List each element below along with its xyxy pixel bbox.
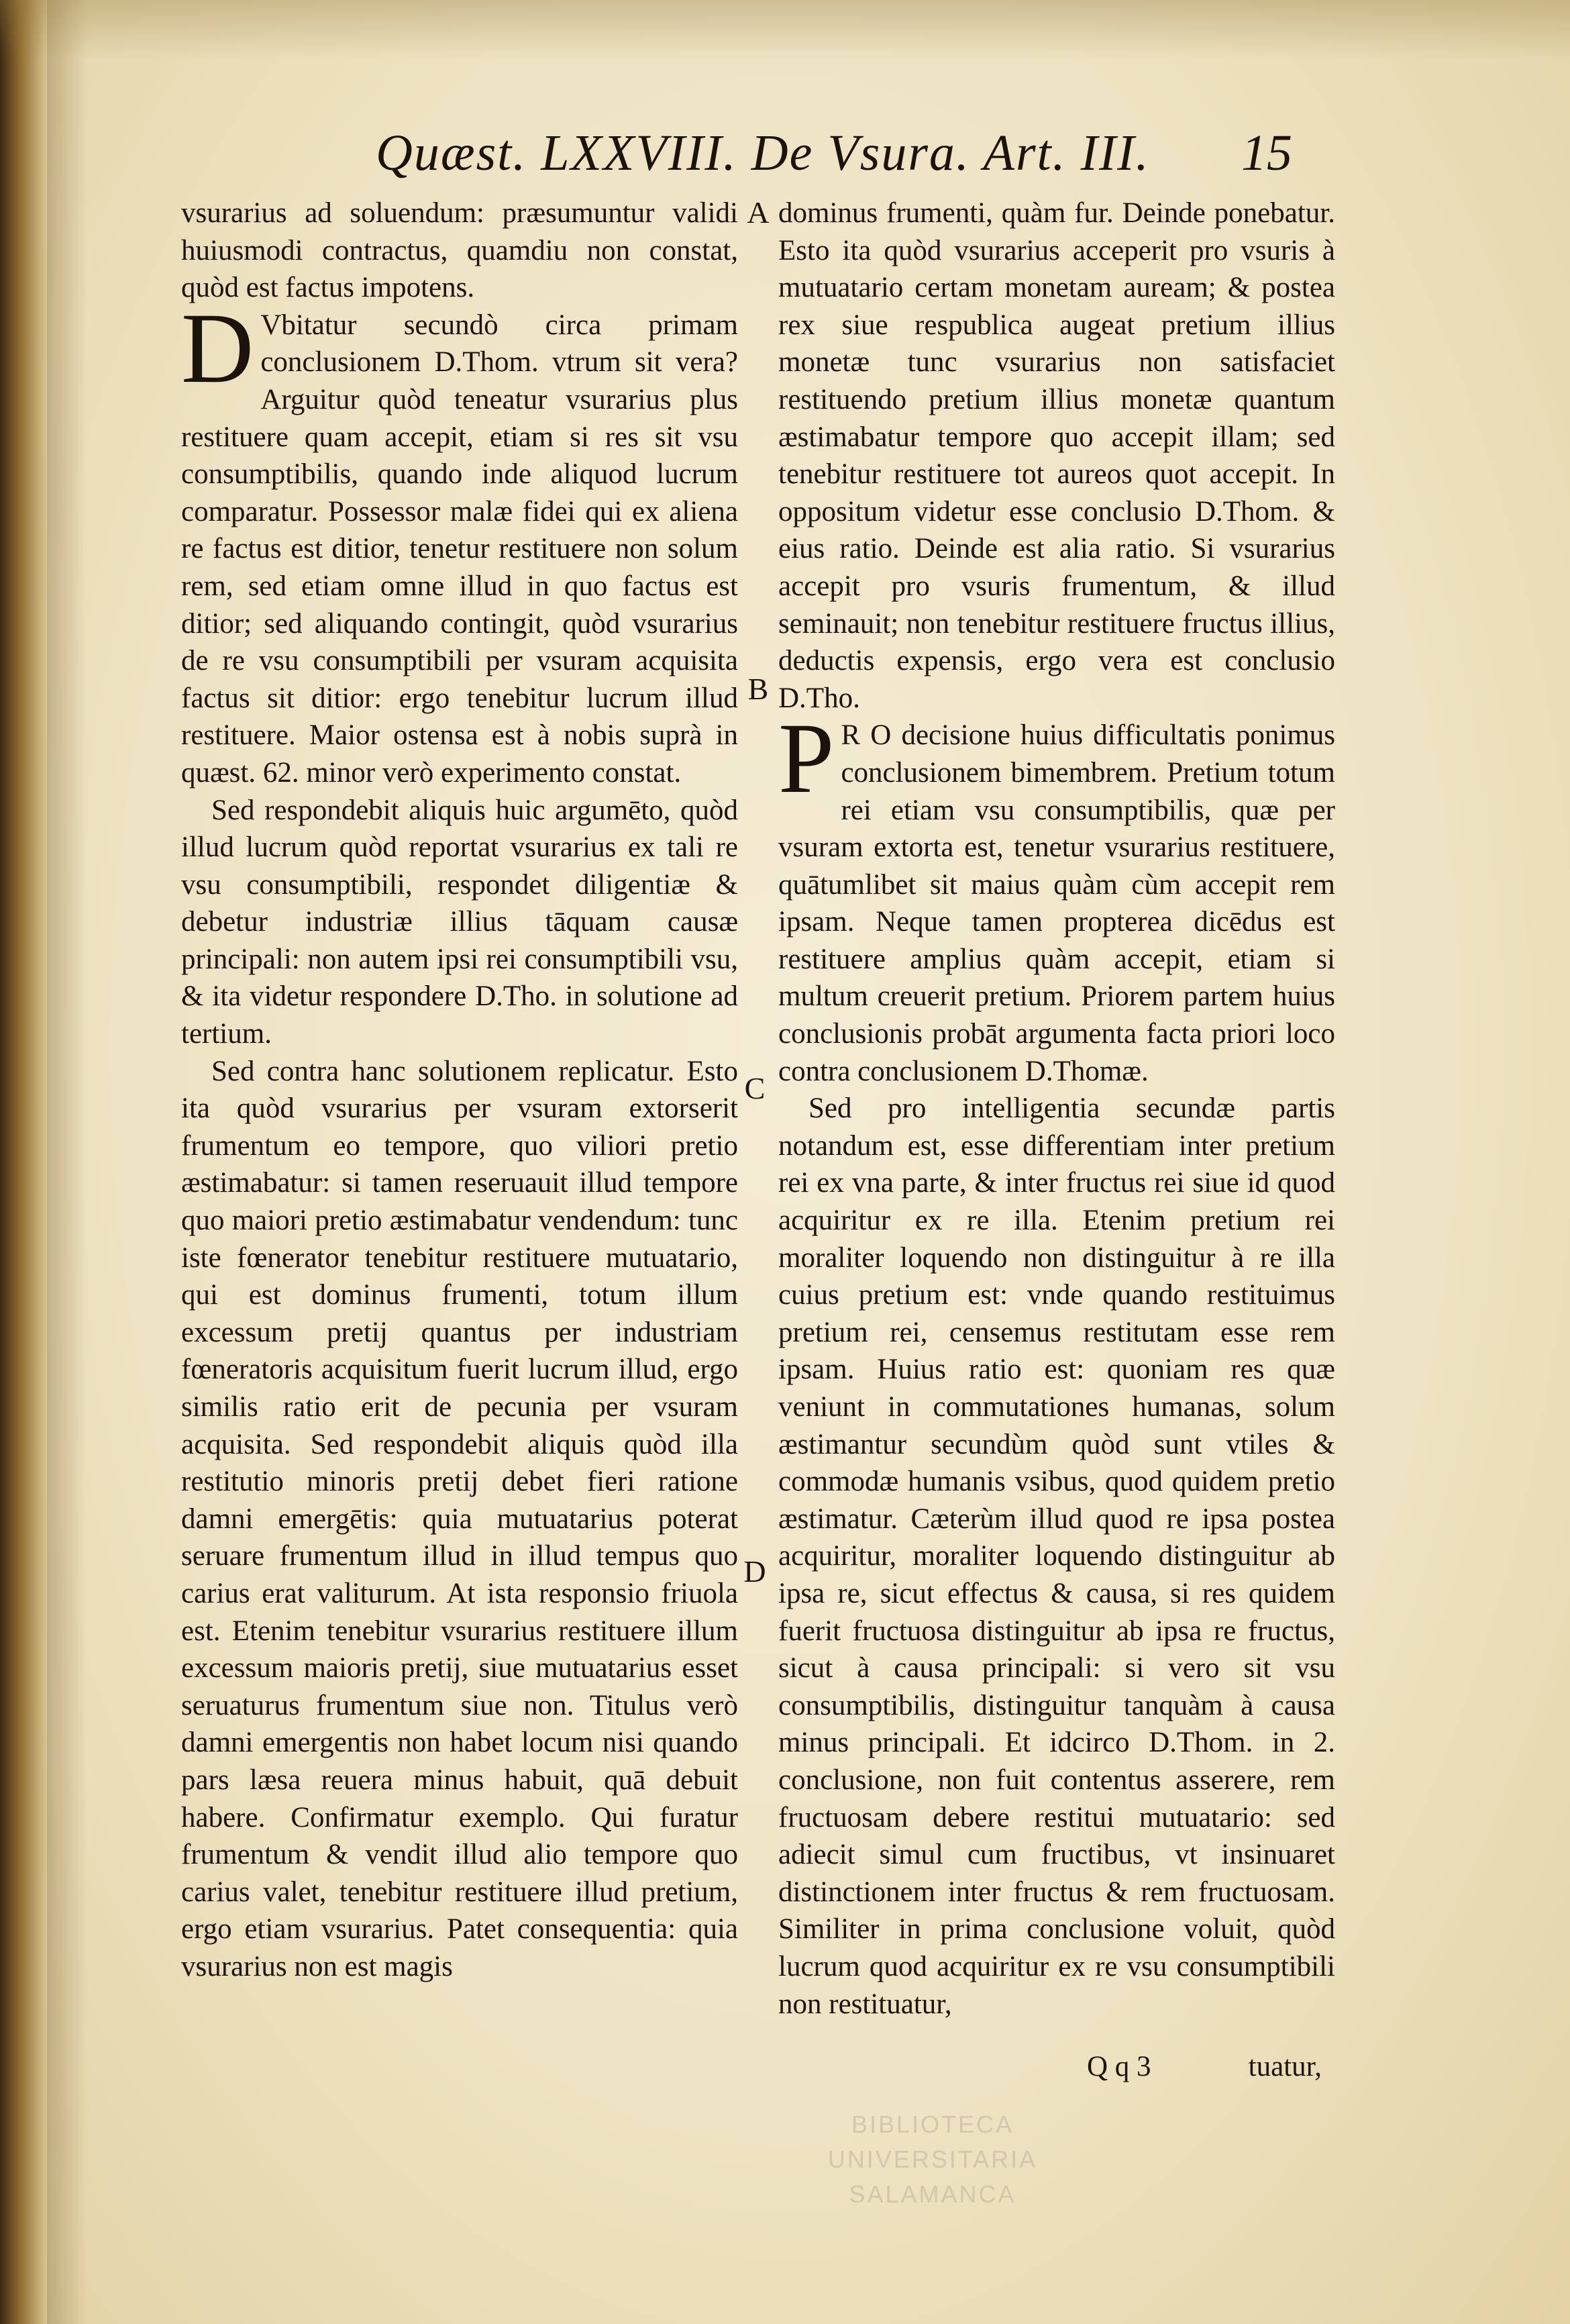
stamp-line-2: UNIVERSITARIA: [827, 2145, 1038, 2173]
left-paragraph-4: Sed contra hanc solutionem replicatur. Esto ita quòd vsurarius per vsuram extorserit frumentum eo tempore, quo viliori pretio æstimabatur: si tamen reseruauit illud tempore quo maiori pretio æstimabatur vendendum: tunc iste fœnerator tenebitur restituere mutuatario, qui est dominus frumenti, totum illum excessum pretij quantus per industriam fœneratoris acquisitum fuerit lucrum illud, ergo similis ratio erit de pecunia per vsuram acquisita. Sed respondebit aliquis quòd illa restitutio minoris pretij debet fieri ratione damni emergētis: quia mutuatarius poterat seruare frumentum illud in illud tempus quo carius erat valiturum. At ista responsio friuola est. Etenim tenebitur vsurarius restituere illum excessum maioris pretij, siue mutuatarius esset seruaturus frumentum siue non. Titulus verò damni emergentis non habet locum nisi quando pars læsa reuera minus habuit, quā debuit habere. Confirmatur exemplo. Qui furatur frumentum & vendit illud alio tempore quo carius valet, tenebitur restituere illud pretium, ergo etiam vsurarius. Patet consequentia: quia vsurarius non est magis: [181, 1055, 738, 1982]
margin-marker-d: D: [743, 1554, 766, 1588]
signature-mark: Q q 3: [1087, 2051, 1151, 2082]
left-paragraph-3: Sed respondebit aliquis huic argumēto, quòd illud lucrum quòd reportat vsurarius ex tali re vsu consumptibili, respondet diligentiæ & debetur industriæ illius tāquam causæ principali: non autem ipsi rei consumptibili vsu, & ita videtur respondere D.Tho. in solutione ad tertium.: [181, 794, 738, 1050]
catchword: tuatur,: [1248, 2051, 1322, 2082]
drop-cap-initial: D: [181, 292, 254, 404]
left-column: [181, 195, 738, 1986]
left-paragraph-2: [181, 292, 738, 792]
page-footer: [1067, 2050, 1322, 2097]
right-paragraph-1: dominus frumenti, quàm fur. Deinde ponebatur. Esto ita quòd vsurarius acceperit pro vsuris à mutuatario certam monetam auream; & postea rex siue respublica augeat pretium illius monetæ tunc vsurarius non satisfaciet restituendo pretium illius monetæ quantum æstimabatur tempore quo accepit illam; sed tenebitur restituere tot aureos quot accepit. In oppositum videtur esse conclusio D.Thom. & eius ratio. Deinde est alia ratio. Si vsurarius accepit pro vsuris frumentum, & illud seminauit; non tenebitur restituere fructus illius, deductis expensis, ergo vera est conclusio D.Tho.: [778, 197, 1335, 714]
stamp-line-3: SALAMANCA: [849, 2180, 1016, 2208]
right-paragraph-2-text: R O decisione huius difficultatis ponimus conclusionem bimembrem. Pretium totum rei etiam vsu consumptibilis, quæ per vsuram extorta est, tenetur vsurarius restituere, quātumlibet sit maius quàm cùm accepit rem ipsam. Neque tamen propterea dicēdus est restituere amplius quàm accepit, etiam si multum creuerit pretium. Priorem partem huius conclusionis probāt argumenta facta priori loco contra conclusionem D.Thomæ.: [778, 719, 1335, 1087]
top-edge-shade: [0, 0, 1570, 60]
folio-number: 15: [1241, 125, 1292, 181]
running-head: Quæst. LXXVIII. De Vsura. Art. III.: [376, 125, 1150, 181]
left-paragraph-1: vsurarius ad soluendum: præsumuntur validi huiusmodi contractus, quamdiu non constat, quòd est factus impotens.: [181, 197, 738, 304]
gutter-shadow: [47, 0, 87, 2324]
right-column: [778, 195, 1335, 2023]
margin-marker-b: B: [747, 672, 769, 706]
margin-marker-a: A: [747, 195, 770, 230]
right-paragraph-3: Sed pro intelligentia secundæ partis notandum est, esse differentiam inter pretium rei ex vna parte, & inter fructus rei siue id quod acquiritur ex re illa. Etenim pretium rei moraliter loquendo non distinguitur à re illa cuius pretium est: vnde quando restituimus pretium rei, censemus restitutam esse rem ipsam. Huius ratio est: quoniam res quæ veniunt in commutationes humanas, solum æstimantur secundùm quòd sunt vtiles & commodæ humanis vsibus, quod quidem pretio æstimatur. Cæterùm illud quod re ipsa postea acquiritur, moraliter loquendo distinguitur ab ipsa re, sicut effectus & causa, si res quidem fuerit fructuosa distinguitur ab ipsa re fructus, sicut à causa principali: si vero sit vsu consumptibilis, distinguitur tanquàm à causa minus principali. Et idcirco D.Thom. in 2. conclusione, non fuit contentus asserere, rem fructuosam debere restitui mutuatario: sed adiecit simul cum fructibus, vt insinuaret distinctionem inter fructus & rem fructuosam. Similiter in prima conclusione voluit, quòd lucrum quod acquiritur ex re vsu consumptibili non restituatur,: [778, 1093, 1335, 2020]
right-paragraph-2: [778, 703, 1335, 1090]
drop-cap-initial: P: [778, 703, 835, 815]
margin-marker-c: C: [744, 1071, 766, 1105]
library-stamp: [798, 2107, 1067, 2215]
stamp-line-1: BIBLIOTECA: [851, 2111, 1014, 2138]
binding-edge: [0, 0, 47, 2324]
left-paragraph-2-text: Vbitatur secundò circa primam conclusionem D.Thom. vtrum sit vera? Arguitur quòd teneatur vsurarius plus restituere quam accepit, etiam si res sit vsu consumptibilis, quando inde aliquod lucrum comparatur. Possessor malæ fidei qui ex aliena re factus est ditior, tenetur restituere non solum rem, sed etiam omne illud in quo factus est ditior; sed aliquando contingit, quòd vsurarius de re vsu consumptibili per vsuram acquisita factus sit ditior: ergo tenebitur lucrum illud restituere. Maior ostensa est à nobis suprà in quæst. 62. minor verò experimento constat.: [181, 309, 738, 789]
